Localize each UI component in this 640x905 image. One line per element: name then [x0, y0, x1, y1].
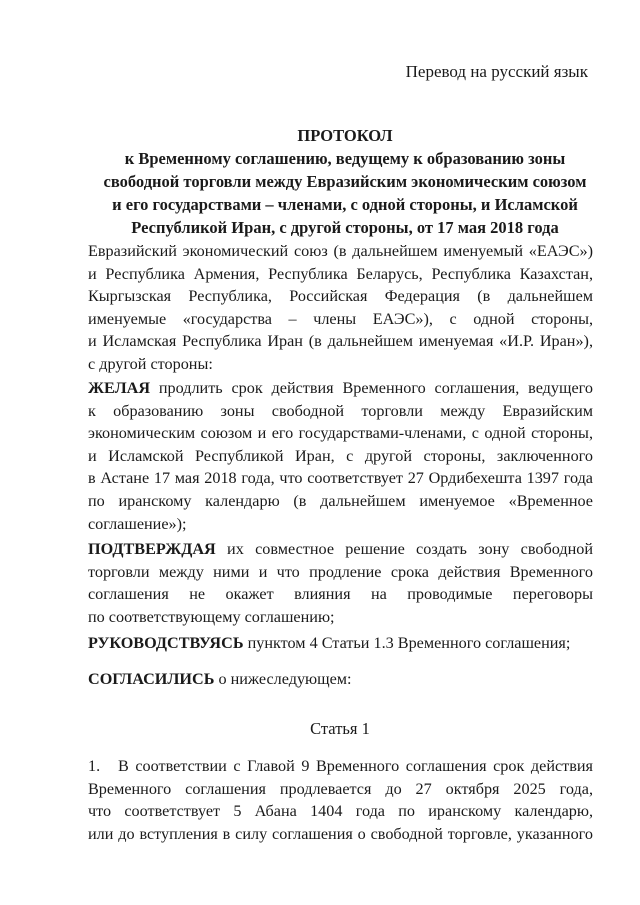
text-line: Временного соглашения продлевается до 27 октября 2025 года, [88, 779, 593, 798]
article-heading: Статья 1 [310, 719, 370, 738]
text-line: экономическим союзом и его государствами-членами, с одной стороны, [88, 424, 593, 443]
text-line: соглашения не окажет влияния на проводимые переговоры [88, 585, 593, 604]
text-line: что соответствует 5 Абана 1404 года по иранскому календарю, [88, 802, 593, 821]
guided-paragraph [88, 632, 593, 655]
text-line: и Исламская Республика Иран (в дальнейшем именуемая «И.Р. Иран»), [88, 332, 593, 351]
desiring-paragraph [88, 377, 593, 535]
text-run: о нижеследующем: [214, 670, 352, 688]
title-line: к Временному соглашению, ведущему к образованию зоны [124, 149, 566, 168]
text-line: или до вступления в силу соглашения о свободной торговле, указанного [88, 824, 593, 843]
text-line: в Астане 17 мая 2018 года, что соответствует 27 Ордибехешта 1397 года [88, 469, 593, 488]
text-line: Евразийский экономический союз (в дальнейшем именуемый «ЕАЭС») [88, 242, 593, 260]
translation-note: Перевод на русский язык [405, 62, 588, 81]
confirming-paragraph [88, 538, 593, 628]
clause-keyword: РУКОВОДСТВУЯСЬ [88, 634, 244, 652]
document-title [80, 124, 610, 239]
title-line: ПРОТОКОЛ [297, 126, 393, 145]
preamble-paragraph [88, 240, 593, 376]
text-line [88, 538, 593, 561]
text-line [88, 755, 593, 778]
text-line: соглашение»); [88, 514, 187, 533]
text-line: именуемые «государства – члены ЕАЭС»), с одной стороны, [88, 309, 593, 328]
text-line [88, 668, 593, 691]
text-line: и Республика Армения, Республика Беларусь, Республика Казахстан, [88, 264, 593, 283]
text-line: с другой стороны: [88, 354, 213, 373]
text-line: к образованию зоны свободной торговли между Евразийским [88, 401, 593, 420]
text-run: В соответствии с Главой 9 Временного соглашения срок действия [118, 757, 593, 775]
clause-keyword: ПОДТВЕРЖДАЯ [88, 540, 216, 558]
agreed-paragraph [88, 668, 593, 691]
text-line [88, 632, 593, 655]
text-line: торговли между ними и что продление срока действия Временного [88, 562, 593, 581]
title-line: свободной торговли между Евразийским экономическим союзом [103, 172, 587, 191]
article-item-1 [88, 755, 593, 845]
title-line: Республикой Иран, с другой стороны, от 17 мая 2018 года [131, 218, 559, 237]
text-run: их совместное решение создать зону свободной [215, 540, 593, 558]
title-line: и его государствами – членами, с одной стороны, и Исламской [112, 195, 578, 214]
text-line: по соответствующему соглашению; [88, 607, 335, 626]
clause-keyword: СОГЛАСИЛИСЬ [88, 670, 215, 688]
text-line: по иранскому календарю (в дальнейшем именуемое «Временное [88, 491, 593, 510]
text-line: и Исламской Республикой Иран, с другой стороны, заключенного [88, 446, 593, 465]
text-line: Кыргызская Республика, Российская Федерация (в дальнейшем [88, 287, 593, 306]
item-number: 1. [88, 757, 101, 775]
text-run: пунктом 4 Статьи 1.3 Временного соглашения; [243, 634, 571, 652]
text-run: продлить срок действия Временного соглашения, ведущего [150, 379, 593, 397]
text-line [88, 377, 593, 400]
clause-keyword: ЖЕЛАЯ [88, 379, 151, 397]
